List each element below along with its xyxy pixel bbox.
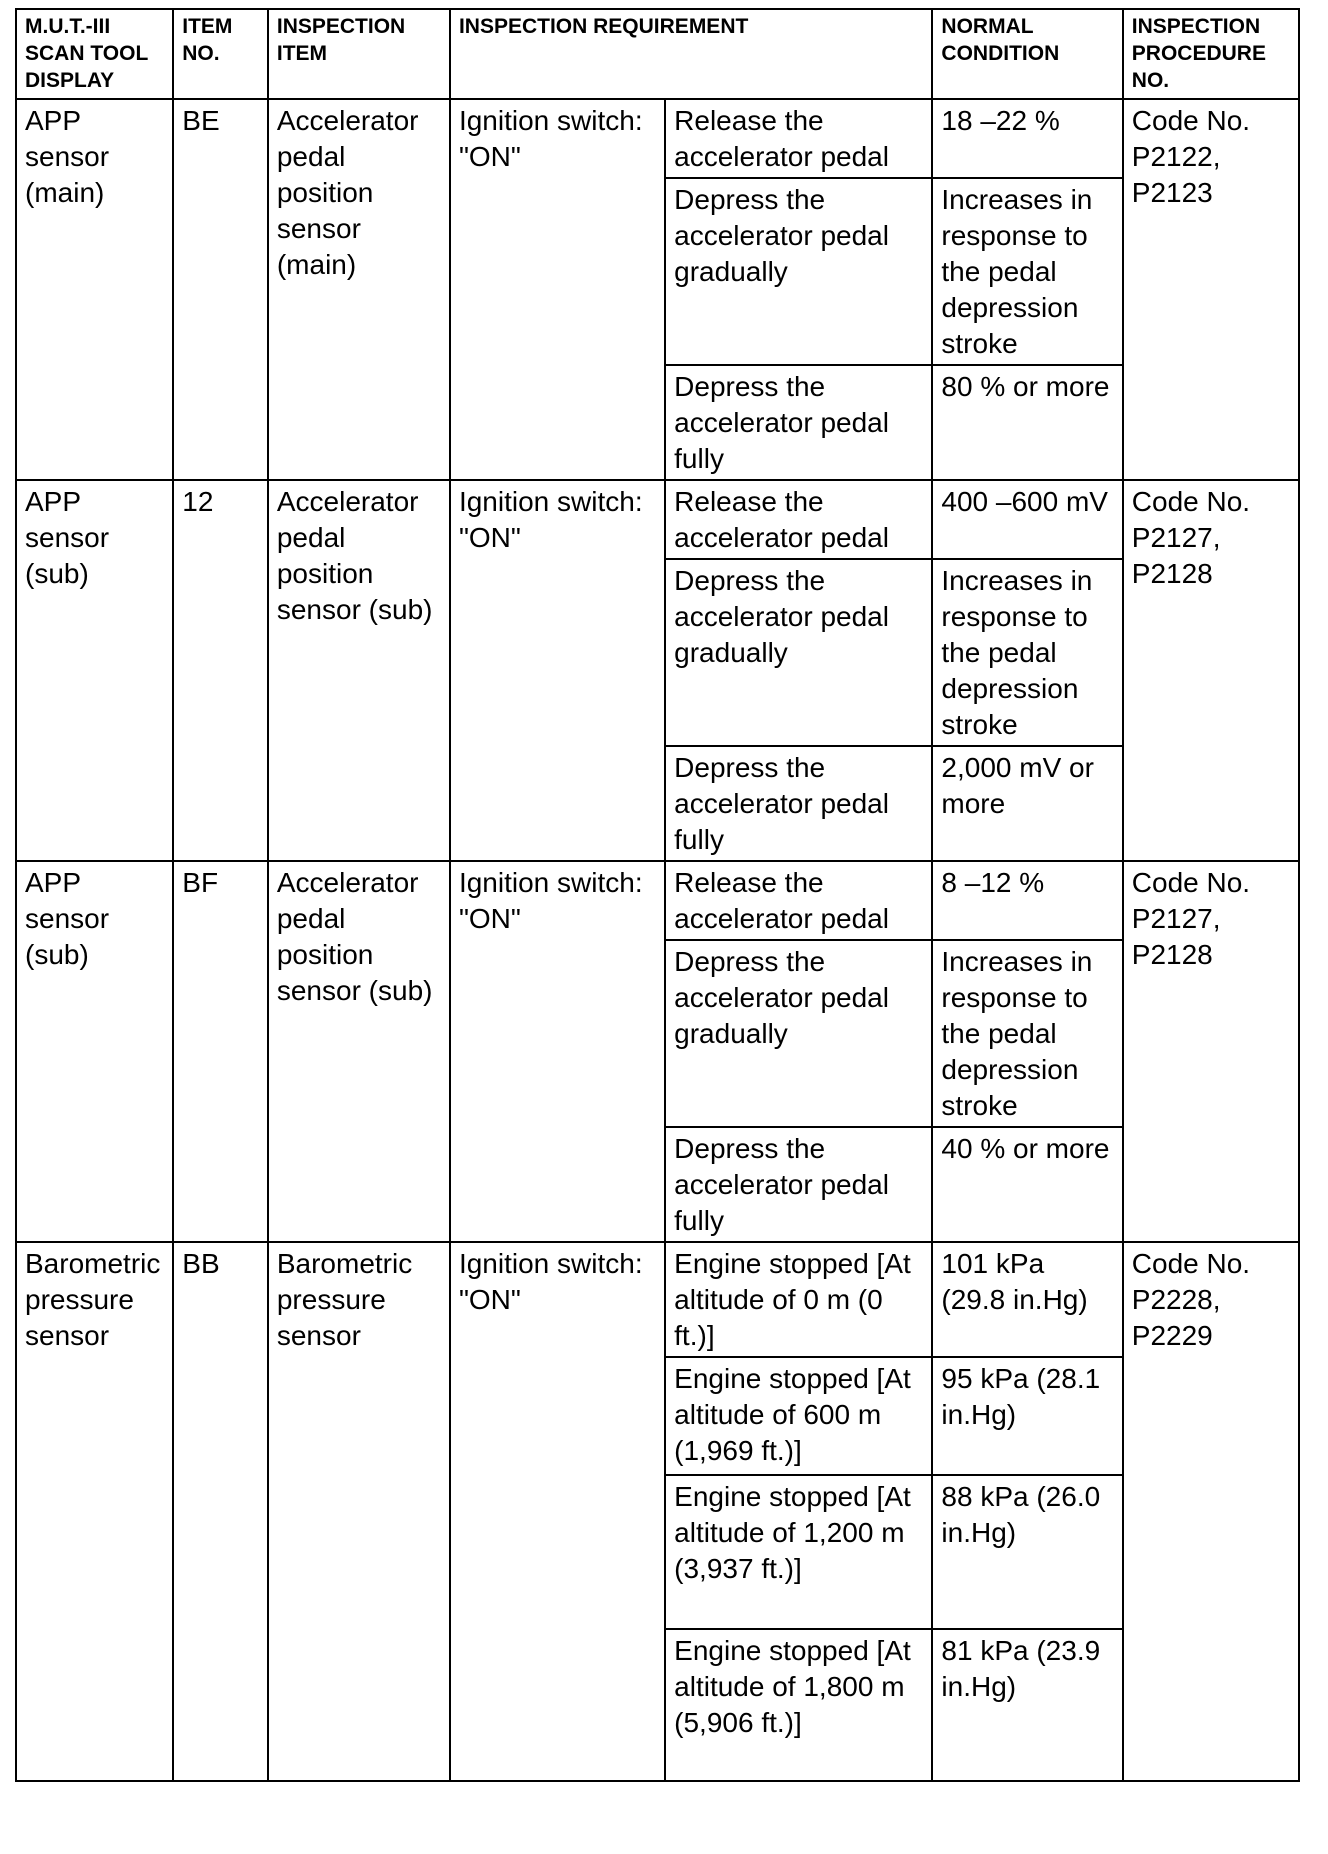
cell-normal-condition: 101 kPa (29.8 in.Hg) bbox=[932, 1242, 1122, 1357]
inspection-table bbox=[15, 8, 1300, 1782]
table-row bbox=[16, 99, 1299, 178]
cell-condition-action: Release the accelerator pedal bbox=[665, 99, 932, 178]
cell-condition-action: Depress the accelerator pedal gradually bbox=[665, 940, 932, 1127]
header-procedure-no: INSPECTION PROCEDURE NO. bbox=[1123, 9, 1299, 99]
cell-display: APP sensor (main) bbox=[16, 99, 173, 480]
cell-procedure: Code No. P2127, P2128 bbox=[1123, 861, 1299, 1242]
cell-display: APP sensor (sub) bbox=[16, 480, 173, 861]
cell-requirement: Ignition switch: "ON" bbox=[450, 480, 665, 861]
cell-display: Barometric pressure sensor bbox=[16, 1242, 173, 1781]
cell-procedure: Code No. P2127, P2128 bbox=[1123, 480, 1299, 861]
cell-requirement: Ignition switch: "ON" bbox=[450, 99, 665, 480]
cell-normal-condition: 400 –600 mV bbox=[932, 480, 1122, 559]
header-inspection-item: INSPECTION ITEM bbox=[268, 9, 450, 99]
cell-condition-action: Engine stopped [At altitude of 0 m (0 ft.)] bbox=[665, 1242, 932, 1357]
header-row bbox=[16, 9, 1299, 99]
cell-normal-condition: 88 kPa (26.0 in.Hg) bbox=[932, 1475, 1122, 1629]
cell-condition-action: Engine stopped [At altitude of 600 m (1,969 ft.)] bbox=[665, 1357, 932, 1475]
cell-condition-action: Release the accelerator pedal bbox=[665, 861, 932, 940]
cell-condition-action: Depress the accelerator pedal gradually bbox=[665, 178, 932, 365]
cell-requirement: Ignition switch: "ON" bbox=[450, 1242, 665, 1781]
cell-normal-condition: 40 % or more bbox=[932, 1127, 1122, 1242]
cell-normal-condition: Increases in response to the pedal depression stroke bbox=[932, 178, 1122, 365]
cell-procedure: Code No. P2228, P2229 bbox=[1123, 1242, 1299, 1781]
cell-item-no: BB bbox=[173, 1242, 268, 1781]
cell-normal-condition: 8 –12 % bbox=[932, 861, 1122, 940]
cell-item-no: BF bbox=[173, 861, 268, 1242]
cell-normal-condition: 80 % or more bbox=[932, 365, 1122, 480]
cell-normal-condition: 18 –22 % bbox=[932, 99, 1122, 178]
cell-condition-action: Depress the accelerator pedal gradually bbox=[665, 559, 932, 746]
cell-condition-action: Engine stopped [At altitude of 1,200 m (3,937 ft.)] bbox=[665, 1475, 932, 1629]
table-row bbox=[16, 1242, 1299, 1357]
cell-inspection-item: Accelerator pedal position sensor (sub) bbox=[268, 480, 450, 861]
cell-condition-action: Depress the accelerator pedal fully bbox=[665, 1127, 932, 1242]
cell-inspection-item: Accelerator pedal position sensor (main) bbox=[268, 99, 450, 480]
cell-normal-condition: 81 kPa (23.9 in.Hg) bbox=[932, 1629, 1122, 1781]
cell-procedure: Code No. P2122, P2123 bbox=[1123, 99, 1299, 480]
cell-condition-action: Release the accelerator pedal bbox=[665, 480, 932, 559]
cell-normal-condition: Increases in response to the pedal depression stroke bbox=[932, 940, 1122, 1127]
cell-condition-action: Depress the accelerator pedal fully bbox=[665, 365, 932, 480]
cell-condition-action: Engine stopped [At altitude of 1,800 m (5,906 ft.)] bbox=[665, 1629, 932, 1781]
header-item-no: ITEM NO. bbox=[173, 9, 268, 99]
cell-condition-action: Depress the accelerator pedal fully bbox=[665, 746, 932, 861]
cell-display: APP sensor (sub) bbox=[16, 861, 173, 1242]
cell-inspection-item: Barometric pressure sensor bbox=[268, 1242, 450, 1781]
cell-item-no: BE bbox=[173, 99, 268, 480]
header-scan-tool-display: M.U.T.-III SCAN TOOL DISPLAY bbox=[16, 9, 173, 99]
header-normal-condition: NORMAL CONDITION bbox=[932, 9, 1122, 99]
cell-normal-condition: 2,000 mV or more bbox=[932, 746, 1122, 861]
cell-item-no: 12 bbox=[173, 480, 268, 861]
cell-inspection-item: Accelerator pedal position sensor (sub) bbox=[268, 861, 450, 1242]
cell-normal-condition: Increases in response to the pedal depression stroke bbox=[932, 559, 1122, 746]
table-row bbox=[16, 861, 1299, 940]
header-inspection-requirement: INSPECTION REQUIREMENT bbox=[450, 9, 932, 99]
table-row bbox=[16, 480, 1299, 559]
cell-normal-condition: 95 kPa (28.1 in.Hg) bbox=[932, 1357, 1122, 1475]
cell-requirement: Ignition switch: "ON" bbox=[450, 861, 665, 1242]
